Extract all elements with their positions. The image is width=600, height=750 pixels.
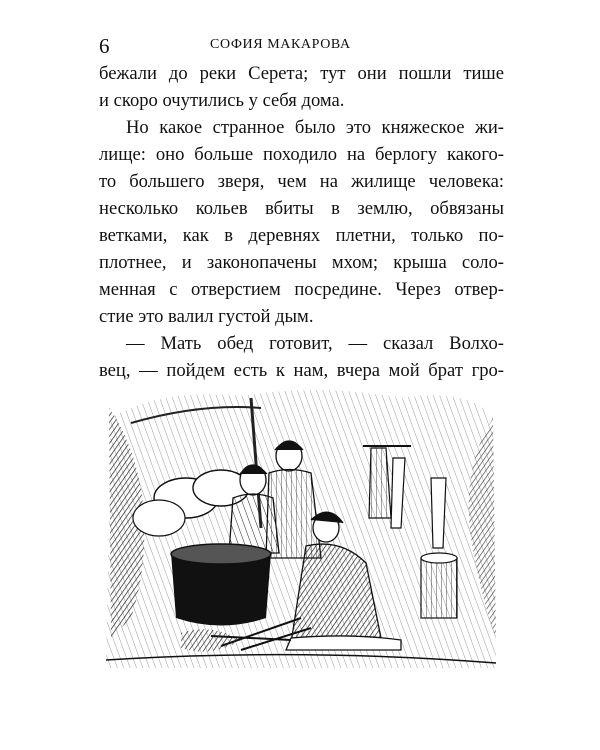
text-line: ветками, как в деревнях плетни, только по- xyxy=(99,225,504,246)
text-line: — Мать обед готовит, — сказал Волхо- xyxy=(126,333,504,354)
body-text xyxy=(99,60,504,384)
running-head: СОФИЯ МАКАРОВА xyxy=(210,37,351,52)
text-line: несколько кольев вбиты в землю, обвязаны xyxy=(99,198,504,219)
text-line: вец, — пойдем есть к нам, вчера мой брат гро- xyxy=(99,360,504,381)
text-line: Но какое странное было это княжеское жи- xyxy=(126,117,504,138)
text-line: стие это валил густой дым. xyxy=(99,306,314,327)
text-line: и скоро очутились у себя дома. xyxy=(99,90,345,111)
engraving-illustration-icon xyxy=(101,378,501,672)
text-line: плотнее, и законопачены мхом; крыша соло- xyxy=(99,252,504,273)
page-number: 6 xyxy=(99,34,110,58)
text-line: то большего зверя, чем на жилище человека: xyxy=(99,171,504,192)
text-line: лище: оно больше походило на берлогу какого- xyxy=(99,144,504,165)
text-line: менная с отверстием посредине. Через отвер- xyxy=(99,279,504,300)
text-line: бежали до реки Серета; тут они пошли тише xyxy=(99,63,504,84)
